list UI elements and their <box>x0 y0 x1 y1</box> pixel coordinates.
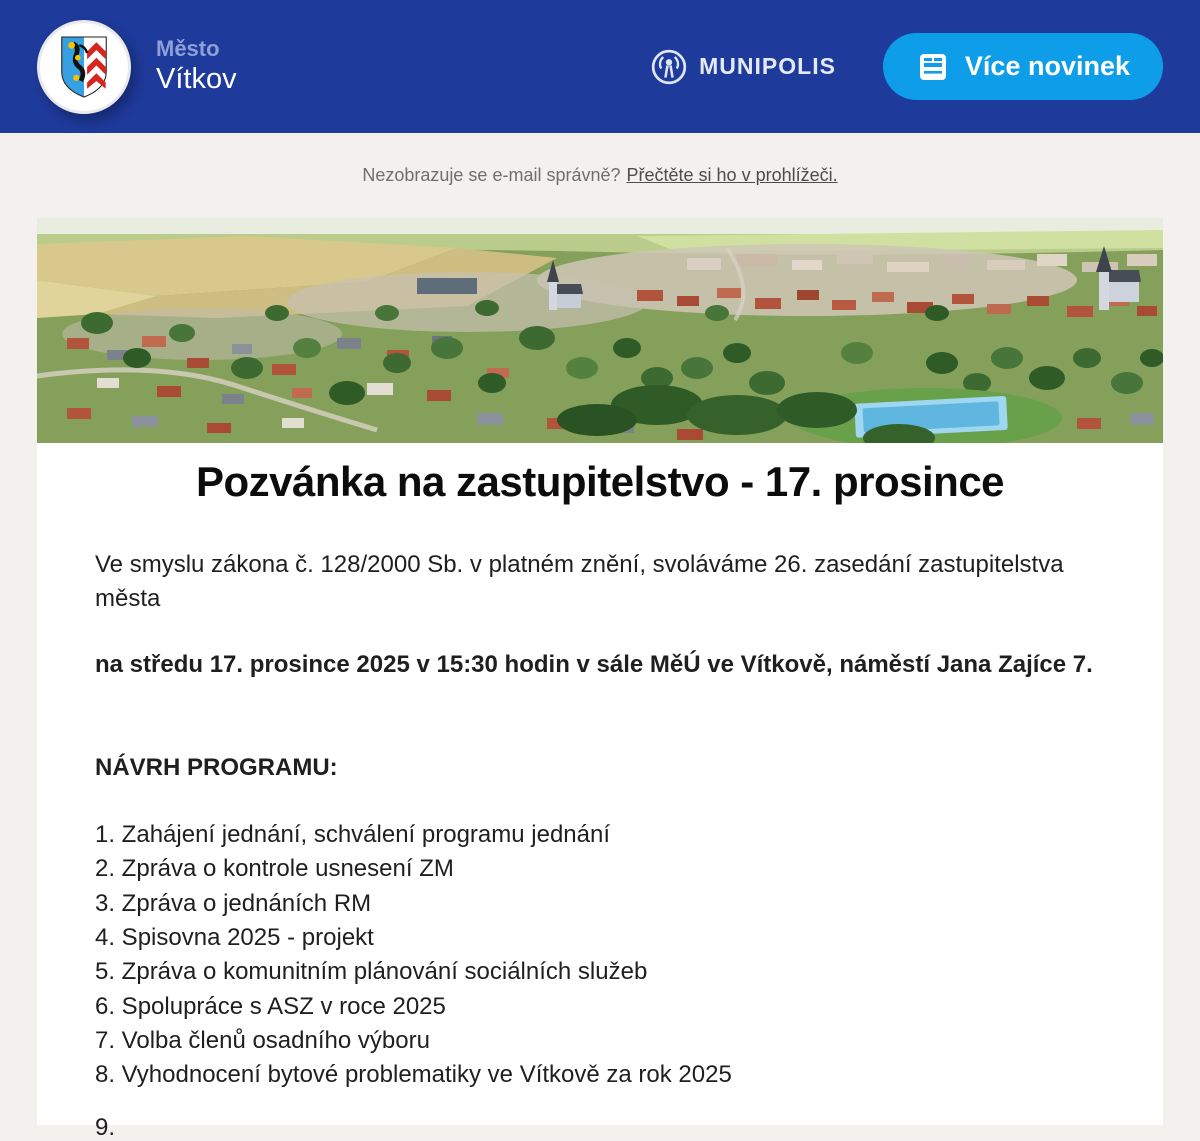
article-title: Pozvánka na zastupitelstvo - 17. prosince <box>195 458 1005 505</box>
agenda-item: 2. Zpráva o kontrole usnesení ZM <box>95 855 454 883</box>
header-right <box>650 33 1163 100</box>
brand-name: MUNIPOLIS <box>699 53 836 79</box>
agenda-item: 1. Zahájení jednání, schválení programu jednání <box>95 821 611 849</box>
agenda-item: 7. Volba členů osadního výboru <box>95 1026 430 1054</box>
newspaper-icon <box>916 50 950 84</box>
agenda-item: 4. Spisovna 2025 - projekt <box>95 924 374 952</box>
org-name: Vítkov <box>156 63 237 96</box>
preheader-question: Nezobrazuje se e-mail správně? <box>362 165 621 185</box>
agenda-item-partial: 9. <box>95 1114 116 1141</box>
town-aerial-photo <box>37 218 1163 443</box>
org-label: Město <box>156 35 220 61</box>
view-in-browser-link[interactable]: Přečtěte si ho v prohlížeči. <box>626 165 838 185</box>
intro-paragraph: Ve smyslu zákona č. 128/2000 Sb. v platném znění, svoláváme 26. zasedání zastupitelstva města <box>95 551 1064 613</box>
article <box>37 443 1163 1123</box>
agenda-item: 6. Spolupráce s ASZ v roce 2025 <box>95 992 446 1020</box>
agenda-item: 8. Vyhodnocení bytové problematiky ve Vítkově za rok 2025 <box>95 1061 732 1089</box>
preheader <box>0 133 1200 218</box>
org-title-block <box>156 36 237 97</box>
coat-of-arms-icon <box>58 36 110 98</box>
meeting-info: na středu 17. prosince 2025 v 15:30 hodin v sále MěÚ ve Vítkově, náměstí Jana Zajíce 7. <box>95 650 1093 678</box>
broadcast-antenna-icon <box>650 48 688 86</box>
munipolis-logo[interactable] <box>650 48 836 86</box>
agenda-list <box>95 818 1105 1092</box>
email-card <box>37 218 1163 1125</box>
town-logo[interactable] <box>37 20 131 114</box>
more-news-label: Více novinek <box>964 51 1130 81</box>
agenda-item: 3. Zpráva o jednáních RM <box>95 889 372 917</box>
agenda-heading: NÁVRH PROGRAMU: <box>95 753 338 781</box>
more-news-button[interactable] <box>883 33 1163 100</box>
header <box>0 0 1200 133</box>
agenda-item: 5. Zpráva o komunitním plánování sociálních služeb <box>95 958 648 986</box>
